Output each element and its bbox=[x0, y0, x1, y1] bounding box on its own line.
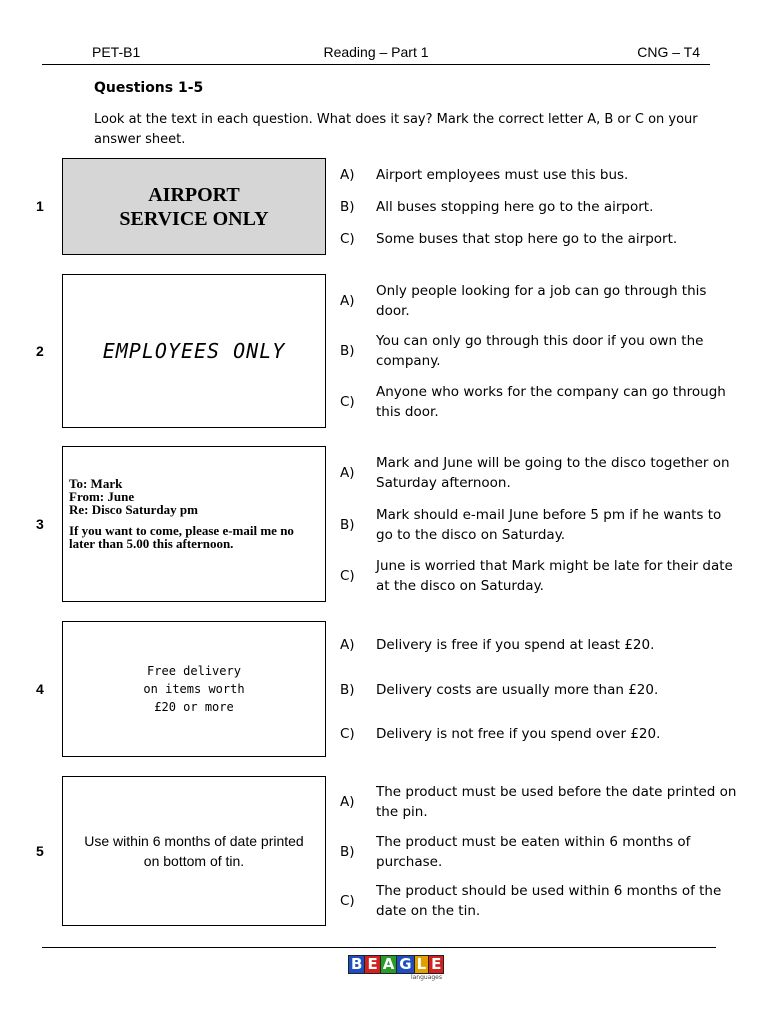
footer-divider bbox=[42, 947, 716, 948]
instructions: Look at the text in each question. What does it say? Mark the correct letter A, B or C on your answer sheet. bbox=[94, 112, 698, 147]
question-number-2: 2 bbox=[36, 343, 44, 359]
option-letter: B) bbox=[340, 517, 355, 533]
sign-line: on items worth bbox=[143, 682, 245, 696]
question-number-4: 4 bbox=[36, 681, 44, 697]
question-number-3: 3 bbox=[36, 516, 44, 532]
option-letter: B) bbox=[340, 682, 355, 698]
logo-letters bbox=[348, 955, 448, 974]
header-level: PET-B1 bbox=[92, 44, 141, 60]
option-text: All buses stopping here go to the airport. bbox=[376, 199, 654, 215]
logo-letter: E bbox=[364, 955, 380, 974]
sign-box-2 bbox=[62, 274, 326, 428]
option-letter: C) bbox=[340, 726, 355, 742]
option-text: The product must be used before the date printed on the pin. bbox=[376, 784, 737, 820]
note-body: If you want to come, please e-mail me no later than 5.00 this afternoon. bbox=[69, 523, 294, 551]
option-text: The product should be used within 6 months of the date on the tin. bbox=[376, 883, 722, 919]
option-text: Airport employees must use this bus. bbox=[376, 167, 629, 183]
logo-letter: E bbox=[428, 955, 444, 974]
option-letter: A) bbox=[340, 637, 355, 653]
logo-letter: B bbox=[348, 955, 365, 974]
option-letter: B) bbox=[340, 199, 355, 215]
option-letter: B) bbox=[340, 343, 355, 359]
logo-letter: A bbox=[380, 955, 398, 974]
option-letter: A) bbox=[340, 794, 355, 810]
option-letter: C) bbox=[340, 394, 355, 410]
note-subject: Re: Disco Saturday pm bbox=[69, 502, 198, 517]
sign-box-5 bbox=[62, 776, 326, 926]
section-title: Questions 1-5 bbox=[94, 80, 204, 96]
sign-line: Use within 6 months of date printed bbox=[84, 833, 304, 849]
note-to: To: Mark bbox=[69, 476, 123, 491]
note-from: From: June bbox=[69, 489, 135, 504]
option-letter: C) bbox=[340, 568, 355, 584]
option-letter: B) bbox=[340, 844, 355, 860]
option-text: Delivery is free if you spend at least £20. bbox=[376, 637, 655, 653]
page-header bbox=[42, 44, 710, 65]
sign-line: SERVICE ONLY bbox=[119, 207, 269, 230]
question-number-5: 5 bbox=[36, 843, 44, 859]
option-text: You can only go through this door if you own the company. bbox=[376, 333, 704, 369]
sign-line: EMPLOYEES ONLY bbox=[102, 339, 286, 363]
sign-line: Free delivery bbox=[147, 664, 241, 678]
option-letter: A) bbox=[340, 167, 355, 183]
beagle-logo bbox=[348, 955, 448, 985]
sign-line: on bottom of tin. bbox=[143, 853, 245, 869]
option-letter: A) bbox=[340, 465, 355, 481]
option-text: Delivery is not free if you spend over £20. bbox=[376, 726, 661, 742]
option-text: June is worried that Mark might be late for their date at the disco on Saturday. bbox=[376, 558, 733, 594]
option-text: The product must be eaten within 6 months of purchase. bbox=[376, 834, 691, 870]
option-letter: A) bbox=[340, 293, 355, 309]
option-text: Mark should e-mail June before 5 pm if he wants to go to the disco on Saturday. bbox=[376, 507, 722, 543]
header-code: CNG – T4 bbox=[637, 44, 700, 60]
option-text: Anyone who works for the company can go through this door. bbox=[376, 384, 726, 420]
sign-box-4 bbox=[62, 621, 326, 757]
sign-box-1 bbox=[62, 158, 326, 255]
logo-letter: G bbox=[396, 955, 414, 974]
header-section: Reading – Part 1 bbox=[323, 44, 429, 60]
logo-tagline: languages bbox=[410, 974, 442, 981]
option-text: Only people looking for a job can go through this door. bbox=[376, 283, 707, 319]
option-letter: C) bbox=[340, 231, 355, 247]
option-text: Delivery costs are usually more than £20. bbox=[376, 682, 659, 698]
option-letter: C) bbox=[340, 893, 355, 909]
sign-line: £20 or more bbox=[154, 700, 234, 714]
option-text: Some buses that stop here go to the airport. bbox=[376, 231, 678, 247]
question-number-1: 1 bbox=[36, 198, 44, 214]
sign-line: AIRPORT bbox=[148, 183, 240, 206]
sign-box-3 bbox=[62, 446, 326, 602]
logo-letter: L bbox=[414, 955, 430, 974]
option-text: Mark and June will be going to the disco together on Saturday afternoon. bbox=[376, 455, 730, 491]
